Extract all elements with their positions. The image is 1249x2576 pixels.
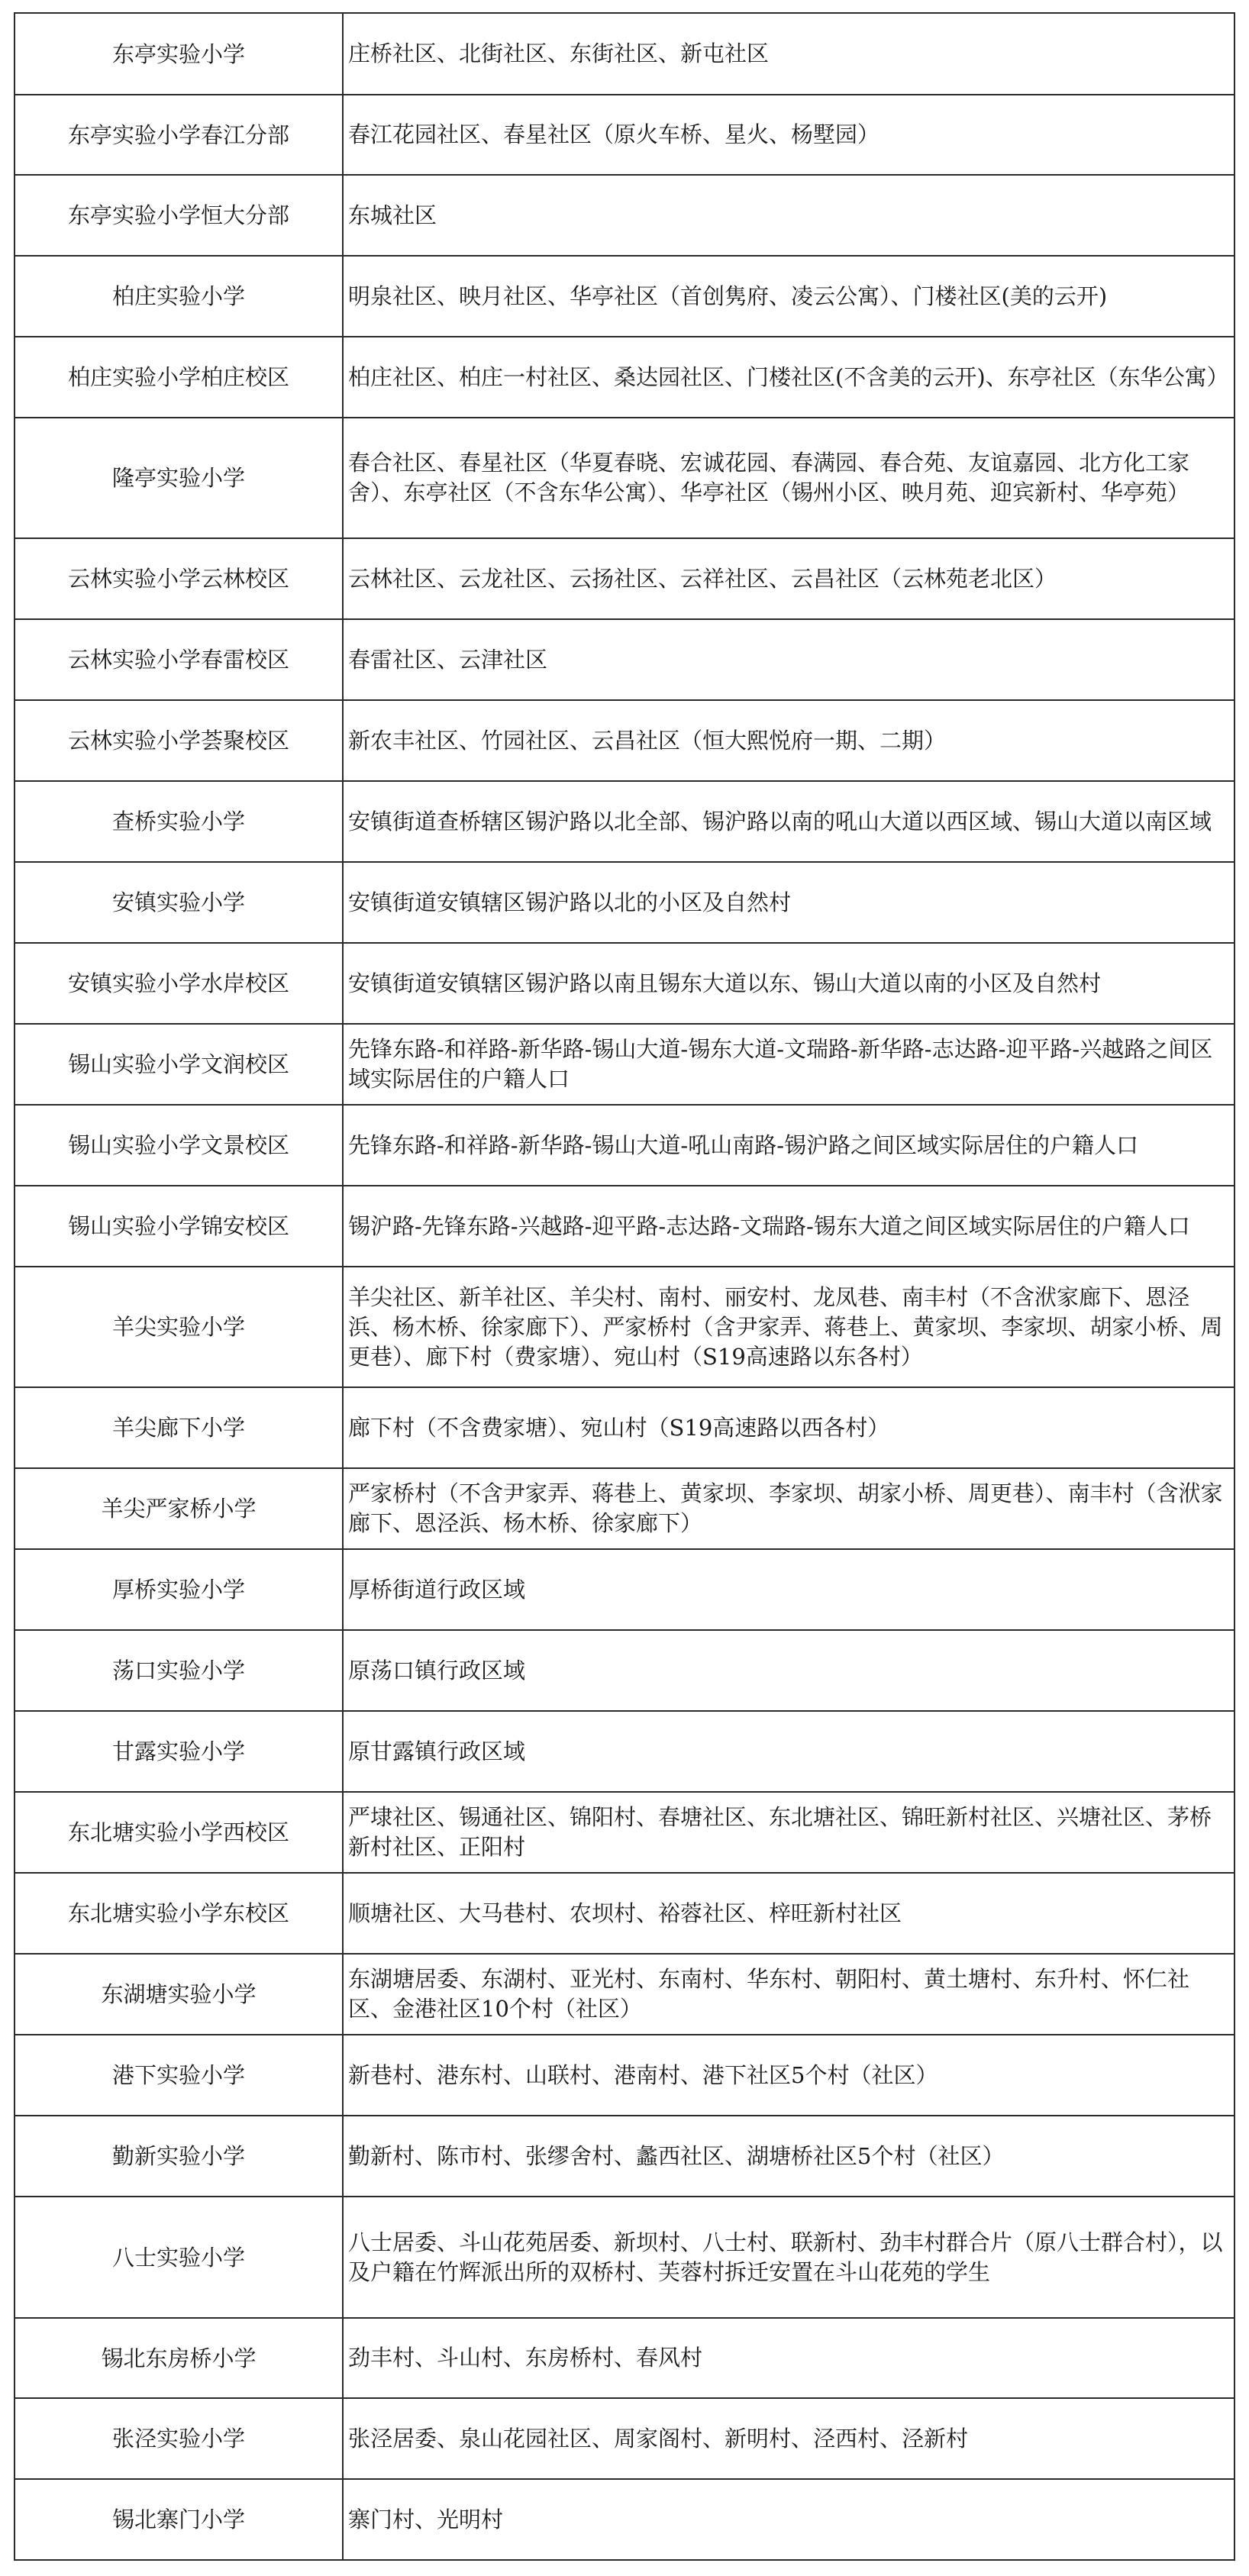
enrollment-area-cell: 春雷社区、云津社区 <box>343 619 1234 700</box>
table-row <box>15 2318 1234 2398</box>
enrollment-area-cell: 羊尖社区、新羊社区、羊尖村、南村、丽安村、龙凤巷、南丰村（不含洑家廊下、恩泾浜、杨木桥、徐家廊下）、严家桥村（含尹家弄、蒋巷上、黄家坝、李家坝、胡家小桥、周更巷）、廊下村（费家塘）、宛山村（S19高速路以东各村） <box>343 1267 1234 1387</box>
table-row <box>15 13 1234 95</box>
enrollment-area-cell: 安镇街道查桥辖区锡沪路以北全部、锡沪路以南的吼山大道以西区域、锡山大道以南区域 <box>343 781 1234 862</box>
school-name-cell: 东湖塘实验小学 <box>15 1954 343 2035</box>
table-row <box>15 1711 1234 1792</box>
school-name-cell: 柏庄实验小学 <box>15 256 343 337</box>
enrollment-area-cell: 庄桥社区、北街社区、东街社区、新屯社区 <box>343 13 1234 95</box>
table-row <box>15 175 1234 256</box>
enrollment-area-cell: 春合社区、春星社区（华夏春晓、宏诚花园、春满园、春合苑、友谊嘉园、北方化工家舍）、东亭社区（不含东华公寓）、华亭社区（锡州小区、映月苑、迎宾新村、华亭苑） <box>343 418 1234 538</box>
table-row <box>15 943 1234 1024</box>
enrollment-area-cell: 原甘露镇行政区域 <box>343 1711 1234 1792</box>
table-row <box>15 2116 1234 2197</box>
table-row <box>15 1267 1234 1387</box>
table-row <box>15 337 1234 418</box>
table-row <box>15 862 1234 943</box>
school-name-cell: 东北塘实验小学西校区 <box>15 1792 343 1873</box>
school-name-cell: 隆亭实验小学 <box>15 418 343 538</box>
table-row <box>15 2398 1234 2479</box>
table-row <box>15 2035 1234 2116</box>
school-district-table-container <box>14 12 1235 2561</box>
school-name-cell: 勤新实验小学 <box>15 2116 343 2197</box>
enrollment-area-cell: 先锋东路-和祥路-新华路-锡山大道-锡东大道-文瑞路-新华路-志达路-迎平路-兴越路之间区域实际居住的户籍人口 <box>343 1024 1234 1105</box>
enrollment-area-cell: 廊下村（不含费家塘）、宛山村（S19高速路以西各村） <box>343 1387 1234 1468</box>
school-name-cell: 东北塘实验小学东校区 <box>15 1873 343 1954</box>
school-name-cell: 云林实验小学春雷校区 <box>15 619 343 700</box>
table-row <box>15 1105 1234 1186</box>
enrollment-area-cell: 新巷村、港东村、山联村、港南村、港下社区5个村（社区） <box>343 2035 1234 2116</box>
school-name-cell: 东亭实验小学春江分部 <box>15 95 343 175</box>
enrollment-area-cell: 顺塘社区、大马巷村、农坝村、裕蓉社区、梓旺新村社区 <box>343 1873 1234 1954</box>
school-name-cell: 云林实验小学云林校区 <box>15 538 343 619</box>
enrollment-area-cell: 新农丰社区、竹园社区、云昌社区（恒大熙悦府一期、二期） <box>343 700 1234 781</box>
school-name-cell: 张泾实验小学 <box>15 2398 343 2479</box>
table-row <box>15 256 1234 337</box>
enrollment-area-cell: 春江花园社区、春星社区（原火车桥、星火、杨墅园） <box>343 95 1234 175</box>
enrollment-area-cell: 东城社区 <box>343 175 1234 256</box>
school-name-cell: 羊尖实验小学 <box>15 1267 343 1387</box>
table-row <box>15 2197 1234 2318</box>
table-row <box>15 1468 1234 1549</box>
school-name-cell: 锡北寨门小学 <box>15 2479 343 2560</box>
table-row <box>15 1792 1234 1873</box>
school-name-cell: 港下实验小学 <box>15 2035 343 2116</box>
school-name-cell: 羊尖廊下小学 <box>15 1387 343 1468</box>
enrollment-area-cell: 寨门村、光明村 <box>343 2479 1234 2560</box>
table-row <box>15 1024 1234 1105</box>
enrollment-area-cell: 柏庄社区、柏庄一村社区、桑达园社区、门楼社区(不含美的云开)、东亭社区（东华公寓） <box>343 337 1234 418</box>
school-name-cell: 东亭实验小学 <box>15 13 343 95</box>
school-name-cell: 锡山实验小学文景校区 <box>15 1105 343 1186</box>
school-district-table <box>14 12 1235 2561</box>
enrollment-area-cell: 劲丰村、斗山村、东房桥村、春风村 <box>343 2318 1234 2398</box>
table-row <box>15 1186 1234 1267</box>
table-row <box>15 1873 1234 1954</box>
table-row <box>15 1387 1234 1468</box>
school-name-cell: 安镇实验小学水岸校区 <box>15 943 343 1024</box>
school-name-cell: 云林实验小学荟聚校区 <box>15 700 343 781</box>
school-name-cell: 锡北东房桥小学 <box>15 2318 343 2398</box>
table-row <box>15 619 1234 700</box>
enrollment-area-cell: 勤新村、陈市村、张缪舍村、蠡西社区、湖塘桥社区5个村（社区） <box>343 2116 1234 2197</box>
school-name-cell: 锡山实验小学文润校区 <box>15 1024 343 1105</box>
enrollment-area-cell: 安镇街道安镇辖区锡沪路以南且锡东大道以东、锡山大道以南的小区及自然村 <box>343 943 1234 1024</box>
enrollment-area-cell: 原荡口镇行政区域 <box>343 1630 1234 1711</box>
enrollment-area-cell: 安镇街道安镇辖区锡沪路以北的小区及自然村 <box>343 862 1234 943</box>
school-name-cell: 荡口实验小学 <box>15 1630 343 1711</box>
table-row <box>15 2479 1234 2560</box>
table-row <box>15 1630 1234 1711</box>
table-row <box>15 95 1234 175</box>
enrollment-area-cell: 东湖塘居委、东湖村、亚光村、东南村、华东村、朝阳村、黄土塘村、东升村、怀仁社区、金港社区10个村（社区） <box>343 1954 1234 2035</box>
table-row <box>15 538 1234 619</box>
school-name-cell: 东亭实验小学恒大分部 <box>15 175 343 256</box>
school-name-cell: 八士实验小学 <box>15 2197 343 2318</box>
enrollment-area-cell: 张泾居委、泉山花园社区、周家阁村、新明村、泾西村、泾新村 <box>343 2398 1234 2479</box>
school-name-cell: 甘露实验小学 <box>15 1711 343 1792</box>
table-body <box>15 13 1234 2560</box>
school-name-cell: 羊尖严家桥小学 <box>15 1468 343 1549</box>
enrollment-area-cell: 严家桥村（不含尹家弄、蒋巷上、黄家坝、李家坝、胡家小桥、周更巷）、南丰村（含洑家廊下、恩泾浜、杨木桥、徐家廊下） <box>343 1468 1234 1549</box>
enrollment-area-cell: 八士居委、斗山花苑居委、新坝村、八士村、联新村、劲丰村群合片（原八士群合村），以及户籍在竹辉派出所的双桥村、芙蓉村拆迁安置在斗山花苑的学生 <box>343 2197 1234 2318</box>
table-row <box>15 700 1234 781</box>
enrollment-area-cell: 明泉社区、映月社区、华亭社区（首创隽府、凌云公寓）、门楼社区(美的云开) <box>343 256 1234 337</box>
enrollment-area-cell: 锡沪路-先锋东路-兴越路-迎平路-志达路-文瑞路-锡东大道之间区域实际居住的户籍人口 <box>343 1186 1234 1267</box>
school-name-cell: 柏庄实验小学柏庄校区 <box>15 337 343 418</box>
enrollment-area-cell: 云林社区、云龙社区、云扬社区、云祥社区、云昌社区（云林苑老北区） <box>343 538 1234 619</box>
enrollment-area-cell: 严埭社区、锡通社区、锦阳村、春塘社区、东北塘社区、锦旺新村社区、兴塘社区、茅桥新村社区、正阳村 <box>343 1792 1234 1873</box>
school-name-cell: 查桥实验小学 <box>15 781 343 862</box>
enrollment-area-cell: 先锋东路-和祥路-新华路-锡山大道-吼山南路-锡沪路之间区域实际居住的户籍人口 <box>343 1105 1234 1186</box>
school-name-cell: 安镇实验小学 <box>15 862 343 943</box>
school-name-cell: 锡山实验小学锦安校区 <box>15 1186 343 1267</box>
table-row <box>15 418 1234 538</box>
table-row <box>15 781 1234 862</box>
table-row <box>15 1549 1234 1630</box>
enrollment-area-cell: 厚桥街道行政区域 <box>343 1549 1234 1630</box>
school-name-cell: 厚桥实验小学 <box>15 1549 343 1630</box>
table-row <box>15 1954 1234 2035</box>
